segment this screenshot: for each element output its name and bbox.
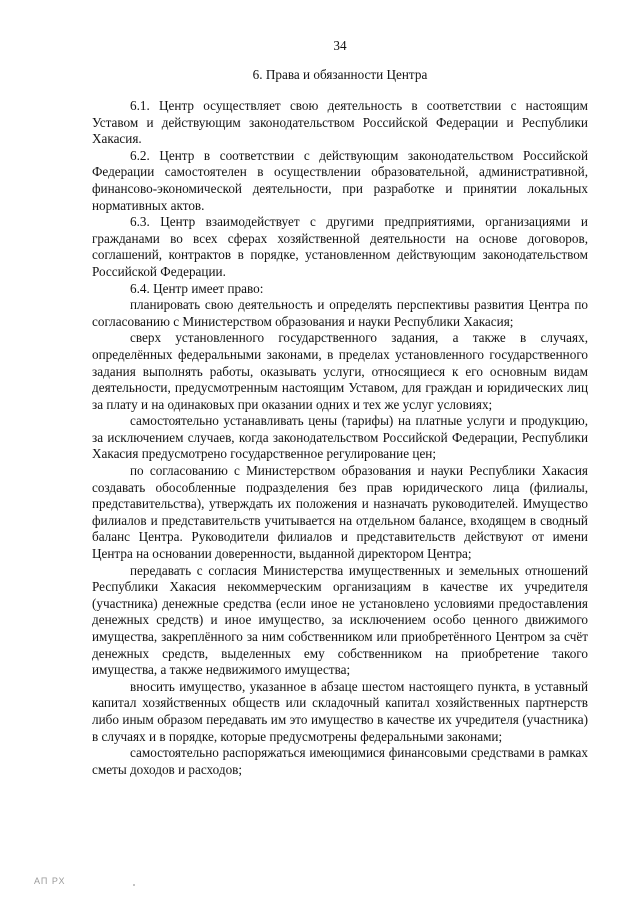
paragraph: самостоятельно устанавливать цены (тарифы) на платные услуги и продукцию, за исключением случаев, когда законодательством Российской Федерации, Республики Хакасия предусмотрено государственное регулирование цен; (92, 413, 588, 462)
document-body (92, 98, 588, 778)
paragraph: 6.4. Центр имеет право: (130, 280, 264, 296)
paragraph: вносить имущество, указанное в абзаце шестом настоящего пункта, в уставный капитал хозяйственных обществ или складочный капитал хозяйственных партнерств либо иным образом передавать им это имущество в качестве их учредителя (участника) в случаях и в порядке, которые предусмотрены федеральными законами; (92, 678, 588, 744)
paragraph: 6.3. Центр взаимодействует с другими предприятиями, организациями и гражданами во всех сферах хозяйственной деятельности на основе договоров, соглашений, контрактов в порядке, установленном действующим законодательством Российской Федерации. (92, 214, 588, 279)
footer-dot (133, 884, 135, 886)
paragraph: сверх установленного государственного задания, а также в случаях, определённых федеральными законами, в пределах установленного государственного задания выполнять работы, оказывать услуги, относящиеся к его основным видам деятельности, предусмотренным настоящим Уставом, для граждан и юридических лиц за плату и на одинаковых при оказании одних и тех же услуг условиях; (92, 330, 588, 412)
paragraph: по согласованию с Министерством образования и науки Республики Хакасия создавать обособленные подразделения без прав юридического лица (филиалы, представительства), утверждать их положения и назначать руководителей. Имущество филиалов и представительств учитывается на отдельном балансе, входящем в сводный баланс Центра. Руководители филиалов и представительств действуют от имени Центра на основании доверенности, выданной директором Центра; (92, 463, 588, 562)
document-page (92, 0, 588, 905)
paragraph: 6.1. Центр осуществляет свою деятельность в соответствии с настоящим Уставом и действующим законодательством Российской Федерации и Республики Хакасия. (92, 98, 588, 147)
paragraph: 6.2. Центр в соответствии с действующим законодательством Российской Федерации самостоятелен в осуществлении образовательной, административной, финансово-экономической деятельности, при разработке и принятии локальных нормативных актов. (92, 147, 588, 213)
paragraph: планировать свою деятельность и определять перспективы развития Центра по согласованию с Министерством образования и науки Республики Хакасия; (92, 297, 588, 329)
section-title: 6. Права и обязанности Центра (252, 67, 428, 82)
paragraph: передавать с согласия Министерства имущественных и земельных отношений Республики Хакасия некоммерческим организациям в качестве их учредителя (участника) денежные средства (если иное не установлено условиями предоставления денежных средств) и иное имущество, за исключением особо ценного движимого имущества, закреплённого за ним собственником или приобретённого Центром за счёт денежных средств, выделенных ему собственником на приобретение такого имущества, а также недвижимого имущества; (92, 562, 588, 678)
page-number: 34 (333, 38, 347, 53)
footer-stamp-mark: АП РХ (34, 876, 66, 886)
paragraph: самостоятельно распоряжаться имеющимися финансовыми средствами в рамках сметы доходов и расходов; (92, 745, 588, 777)
